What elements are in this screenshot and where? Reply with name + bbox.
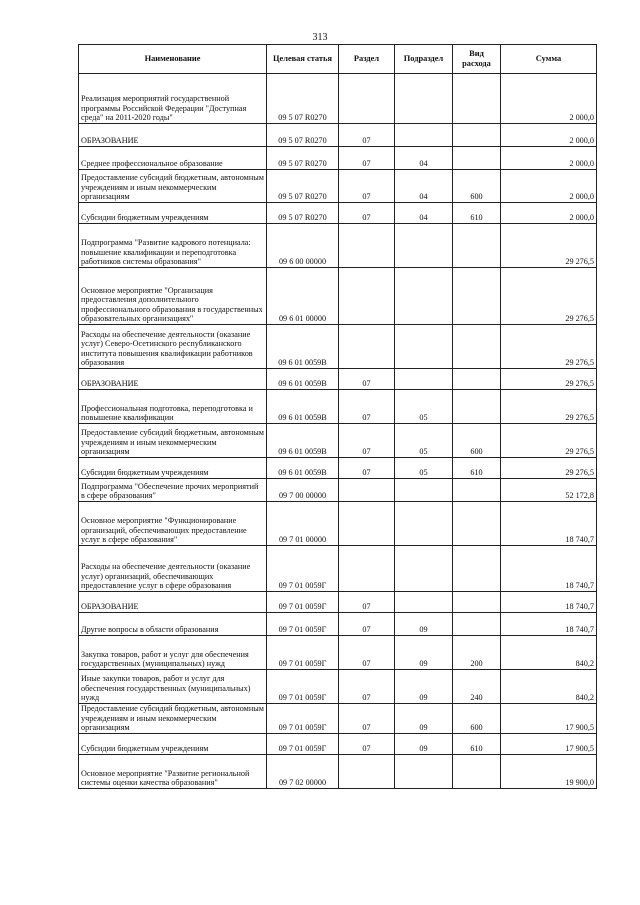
- row-amount: 2 000,0: [501, 170, 597, 203]
- row-amount: 2 000,0: [501, 124, 597, 147]
- row-expense-type: [453, 224, 501, 268]
- row-amount: 18 740,7: [501, 613, 597, 636]
- row-expense-type: 610: [453, 733, 501, 754]
- row-expense-type: [453, 74, 501, 124]
- row-target: 09 7 01 00000: [267, 502, 339, 546]
- row-expense-type: 600: [453, 424, 501, 458]
- row-amount: 29 276,5: [501, 424, 597, 458]
- row-name: ОБРАЗОВАНИЕ: [79, 124, 267, 147]
- table-row: [79, 268, 597, 325]
- row-amount: 18 740,7: [501, 592, 597, 613]
- row-expense-type: [453, 754, 501, 788]
- row-name: Предоставление субсидий бюджетным, автономным учреждениям и иным некоммерческим организациям: [79, 170, 267, 203]
- row-name: Среднее профессиональное образование: [79, 147, 267, 170]
- table-row: [79, 224, 597, 268]
- row-expense-type: 610: [453, 203, 501, 224]
- row-subsection: 04: [395, 170, 453, 203]
- table-row: [79, 704, 597, 734]
- row-expense-type: [453, 613, 501, 636]
- row-amount: 2 000,0: [501, 147, 597, 170]
- row-target: 09 6 01 00000: [267, 268, 339, 325]
- row-section: [339, 546, 395, 592]
- table-row: [79, 74, 597, 124]
- row-target: 09 7 01 0059Г: [267, 613, 339, 636]
- budget-table: [78, 44, 597, 789]
- row-subsection: 09: [395, 704, 453, 734]
- row-expense-type: 610: [453, 458, 501, 479]
- table-row: [79, 592, 597, 613]
- row-name: Реализация мероприятий государственной программы Российской Федерации "Доступная среда" на 2011-2020 годы": [79, 74, 267, 124]
- row-target: 09 6 00 00000: [267, 224, 339, 268]
- row-section: [339, 325, 395, 369]
- table-row: [79, 636, 597, 670]
- row-name: Основное мероприятие "Развитие региональной системы оценки качества образования": [79, 754, 267, 788]
- row-expense-type: [453, 147, 501, 170]
- row-subsection: [395, 268, 453, 325]
- row-target: 09 5 07 R0270: [267, 170, 339, 203]
- row-amount: 29 276,5: [501, 325, 597, 369]
- row-subsection: 04: [395, 147, 453, 170]
- row-target: 09 5 07 R0270: [267, 74, 339, 124]
- row-subsection: 09: [395, 733, 453, 754]
- row-section: 07: [339, 636, 395, 670]
- row-name: Закупка товаров, работ и услуг для обеспечения государственных (муниципальных) нужд: [79, 636, 267, 670]
- row-section: 07: [339, 592, 395, 613]
- table-row: [79, 458, 597, 479]
- table-row: [79, 670, 597, 704]
- row-section: [339, 224, 395, 268]
- row-amount: 19 900,0: [501, 754, 597, 788]
- row-subsection: 09: [395, 636, 453, 670]
- row-amount: 2 000,0: [501, 74, 597, 124]
- table-row: [79, 147, 597, 170]
- table-row: [79, 733, 597, 754]
- row-target: 09 7 01 0059Г: [267, 670, 339, 704]
- row-section: 07: [339, 170, 395, 203]
- row-expense-type: [453, 592, 501, 613]
- row-name: Субсидии бюджетным учреждениям: [79, 733, 267, 754]
- table-row: [79, 390, 597, 424]
- table-row: [79, 325, 597, 369]
- row-amount: 17 900,5: [501, 733, 597, 754]
- row-section: [339, 754, 395, 788]
- row-name: Предоставление субсидий бюджетным, автономным учреждениям и иным некоммерческим организациям: [79, 704, 267, 734]
- row-subsection: [395, 502, 453, 546]
- row-subsection: 05: [395, 390, 453, 424]
- row-amount: 29 276,5: [501, 224, 597, 268]
- header-name: Наименование: [79, 45, 267, 74]
- row-subsection: [395, 754, 453, 788]
- row-expense-type: 600: [453, 170, 501, 203]
- row-name: Профессиональная подготовка, переподготовка и повышение квалификации: [79, 390, 267, 424]
- row-section: 07: [339, 670, 395, 704]
- row-subsection: [395, 74, 453, 124]
- row-name: Субсидии бюджетным учреждениям: [79, 458, 267, 479]
- header-subsection: Подраздел: [395, 45, 453, 74]
- row-section: [339, 502, 395, 546]
- row-amount: 52 172,8: [501, 479, 597, 502]
- table-row: [79, 170, 597, 203]
- row-section: 07: [339, 424, 395, 458]
- row-section: 07: [339, 733, 395, 754]
- table-row: [79, 613, 597, 636]
- row-target: 09 7 00 00000: [267, 479, 339, 502]
- row-target: 09 7 01 0059Г: [267, 546, 339, 592]
- row-subsection: 09: [395, 670, 453, 704]
- row-target: 09 5 07 R0270: [267, 124, 339, 147]
- row-expense-type: [453, 502, 501, 546]
- row-amount: 2 000,0: [501, 203, 597, 224]
- row-subsection: 04: [395, 203, 453, 224]
- row-amount: 29 276,5: [501, 268, 597, 325]
- table-row: [79, 502, 597, 546]
- row-section: [339, 74, 395, 124]
- row-target: 09 7 01 0059Г: [267, 592, 339, 613]
- row-name: Расходы на обеспечение деятельности (оказание услуг) Северо-Осетинского республиканского института повышения квалификации работников образования: [79, 325, 267, 369]
- row-name: Иные закупки товаров, работ и услуг для обеспечения государственных (муниципальных) нужд: [79, 670, 267, 704]
- row-amount: 840,2: [501, 636, 597, 670]
- table-row: [79, 124, 597, 147]
- row-target: 09 7 02 00000: [267, 754, 339, 788]
- row-expense-type: [453, 546, 501, 592]
- row-name: Субсидии бюджетным учреждениям: [79, 203, 267, 224]
- row-section: 07: [339, 203, 395, 224]
- row-target: 09 6 01 0059В: [267, 424, 339, 458]
- header-target: Целевая статья: [267, 45, 339, 74]
- row-amount: 29 276,5: [501, 369, 597, 390]
- row-expense-type: [453, 124, 501, 147]
- row-expense-type: 600: [453, 704, 501, 734]
- row-section: 07: [339, 124, 395, 147]
- row-amount: 17 900,5: [501, 704, 597, 734]
- table-row: [79, 424, 597, 458]
- table-row: [79, 479, 597, 502]
- row-name: Подпрограмма "Развитие кадрового потенциала: повышение квалификации и переподготовка работников системы образования": [79, 224, 267, 268]
- row-expense-type: [453, 479, 501, 502]
- row-target: 09 6 01 0059В: [267, 325, 339, 369]
- row-amount: 18 740,7: [501, 502, 597, 546]
- row-subsection: [395, 479, 453, 502]
- table-header-row: [79, 45, 597, 74]
- table-row: [79, 754, 597, 788]
- row-name: Основное мероприятие "Организация предоставления дополнительного профессионального образования в государственных образовательных организациях": [79, 268, 267, 325]
- row-section: [339, 268, 395, 325]
- row-subsection: [395, 546, 453, 592]
- row-subsection: 05: [395, 424, 453, 458]
- row-section: 07: [339, 704, 395, 734]
- row-amount: 840,2: [501, 670, 597, 704]
- row-subsection: [395, 369, 453, 390]
- row-subsection: [395, 224, 453, 268]
- row-amount: 29 276,5: [501, 390, 597, 424]
- row-target: 09 7 01 0059Г: [267, 636, 339, 670]
- row-subsection: 09: [395, 613, 453, 636]
- row-target: 09 6 01 0059В: [267, 458, 339, 479]
- header-section: Раздел: [339, 45, 395, 74]
- row-expense-type: 240: [453, 670, 501, 704]
- row-subsection: 05: [395, 458, 453, 479]
- row-name: Подпрограмма "Обеспечение прочих мероприятий в сфере образования": [79, 479, 267, 502]
- row-name: Основное мероприятие "Функционирование организаций, обеспечивающих предоставление услуг в сфере образования": [79, 502, 267, 546]
- row-section: [339, 479, 395, 502]
- row-name: Расходы на обеспечение деятельности (оказание услуг) организаций, обеспечивающих предоставление услуг в сфере образования: [79, 546, 267, 592]
- row-target: 09 7 01 0059Г: [267, 704, 339, 734]
- row-expense-type: [453, 369, 501, 390]
- row-section: 07: [339, 390, 395, 424]
- header-amount: Сумма: [501, 45, 597, 74]
- row-target: 09 6 01 0059В: [267, 390, 339, 424]
- row-expense-type: [453, 325, 501, 369]
- row-name: ОБРАЗОВАНИЕ: [79, 592, 267, 613]
- row-target: 09 5 07 R0270: [267, 147, 339, 170]
- row-subsection: [395, 124, 453, 147]
- row-target: 09 7 01 0059Г: [267, 733, 339, 754]
- row-subsection: [395, 325, 453, 369]
- row-section: 07: [339, 613, 395, 636]
- table-row: [79, 546, 597, 592]
- row-target: 09 6 01 0059В: [267, 369, 339, 390]
- row-subsection: [395, 592, 453, 613]
- row-section: 07: [339, 458, 395, 479]
- table-row: [79, 369, 597, 390]
- row-name: Другие вопросы в области образования: [79, 613, 267, 636]
- row-target: 09 5 07 R0270: [267, 203, 339, 224]
- row-expense-type: [453, 390, 501, 424]
- row-amount: 29 276,5: [501, 458, 597, 479]
- row-expense-type: 200: [453, 636, 501, 670]
- row-section: 07: [339, 369, 395, 390]
- row-name: ОБРАЗОВАНИЕ: [79, 369, 267, 390]
- row-expense-type: [453, 268, 501, 325]
- header-expense-type: Вид расхода: [453, 45, 501, 74]
- page-number: 313: [312, 32, 328, 43]
- row-amount: 18 740,7: [501, 546, 597, 592]
- table-row: [79, 203, 597, 224]
- row-section: 07: [339, 147, 395, 170]
- row-name: Предоставление субсидий бюджетным, автономным учреждениям и иным некоммерческим организациям: [79, 424, 267, 458]
